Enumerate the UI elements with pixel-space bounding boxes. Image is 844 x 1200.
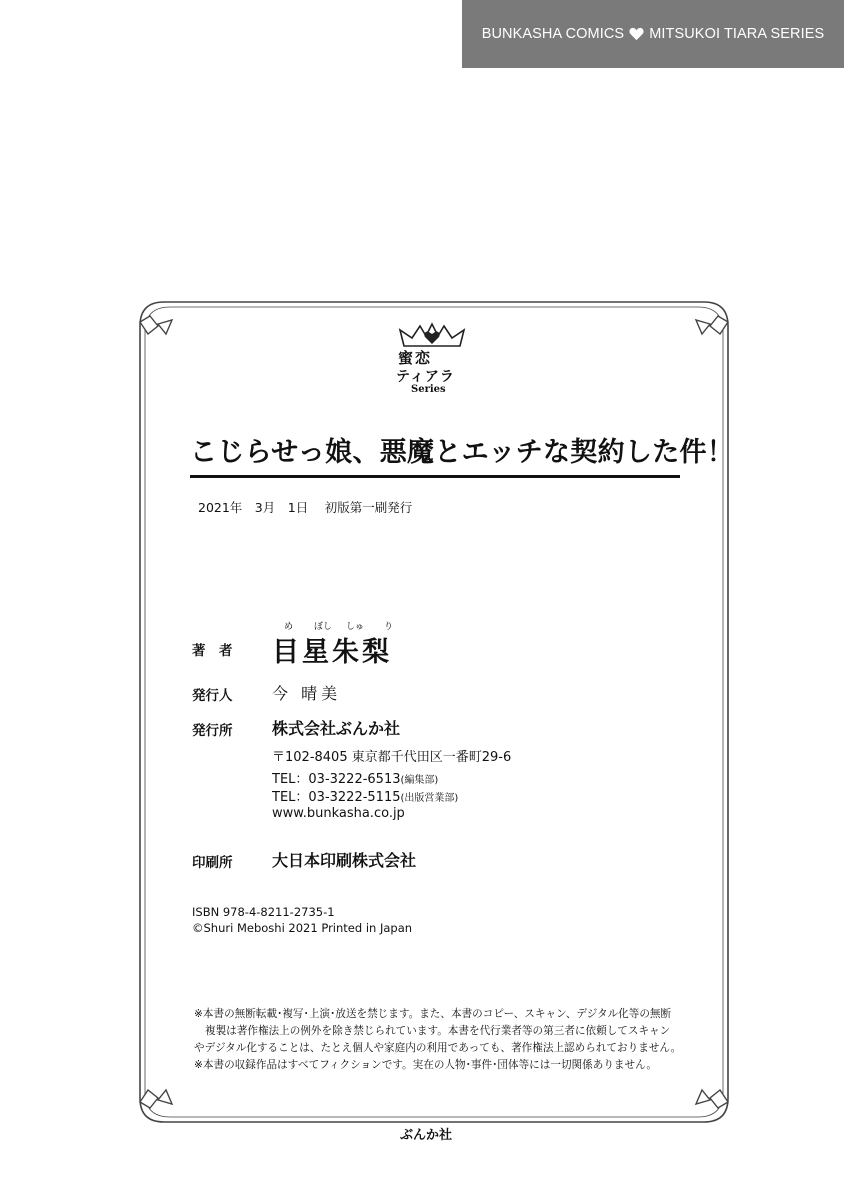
tel-sales-note: (出版営業部) — [400, 793, 459, 804]
imprint-logo: ぶんか社 — [400, 1128, 453, 1143]
publisher-address: 〒102-8405 東京都千代田区一番町29-6 — [272, 750, 512, 765]
tiara-crown-logo — [392, 320, 472, 350]
tel-editorial-note: (編集部) — [400, 775, 439, 786]
legal-notice — [194, 1006, 714, 1074]
tel-sales — [272, 786, 458, 805]
publisher-label: 発行所 — [192, 723, 233, 739]
logo-tiara: ティアラ — [396, 369, 455, 385]
publisher-person-label: 発行人 — [192, 688, 233, 704]
publisher-person: 今 晴美 — [272, 684, 342, 703]
notice-line: やデジタル化することは、たとえ個人や家庭内の利用であっても、著作権法上認められておりません。 — [194, 1042, 682, 1054]
author-name: 目星朱梨 — [272, 637, 392, 668]
banner-publisher: BUNKASHA COMICS — [481, 26, 625, 42]
author-ruby-1: め — [284, 622, 294, 632]
author-ruby-2: ぼし — [314, 622, 333, 632]
tel-editorial-number: TEL：03-3222-6513 — [272, 772, 401, 787]
printer-label: 印刷所 — [192, 855, 233, 871]
author-label: 著 者 — [192, 643, 233, 659]
isbn: ISBN 978-4-8211-2735-1 — [192, 905, 335, 919]
notice-line: ※本書の無断転載･複写･上演･放送を禁じます。また、本書のコピー、スキャン、デジタル化等の無断 — [194, 1008, 672, 1020]
notice-line: ※本書の収録作品はすべてフィクションです。実在の人物･事件･団体等には一切関係ありません。 — [194, 1059, 657, 1071]
ornamental-frame — [136, 298, 732, 1126]
tel-sales-number: TEL：03-3222-5115 — [272, 790, 401, 805]
isbn-block — [192, 904, 412, 936]
publisher-company: 株式会社ぶんか社 — [272, 719, 401, 738]
logo-mitsukoi: 蜜恋 — [398, 349, 433, 367]
publication-date: 2021年 3月 1日 初版第一刷発行 — [198, 500, 413, 515]
printer-name: 大日本印刷株式会社 — [272, 851, 417, 870]
series-banner — [462, 0, 844, 68]
copyright: ©Shuri Meboshi 2021 Printed in Japan — [192, 921, 413, 935]
notice-line: 複製は著作権法上の例外を除き禁じられています。本書を代行業者等の第三者に依頼してスキャン — [205, 1025, 671, 1037]
tel-editorial — [272, 768, 438, 787]
logo-series: Series — [411, 384, 446, 395]
author-ruby-4: り — [384, 622, 394, 632]
publisher-url: www.bunkasha.co.jp — [272, 806, 405, 821]
author-ruby-3: しゅ — [346, 622, 365, 632]
book-title: こじらせっ娘、悪魔とエッチな契約した件！ — [190, 430, 680, 478]
banner-series: MITSUKOI TIARA SERIES — [649, 26, 825, 42]
heart-icon — [629, 27, 644, 41]
